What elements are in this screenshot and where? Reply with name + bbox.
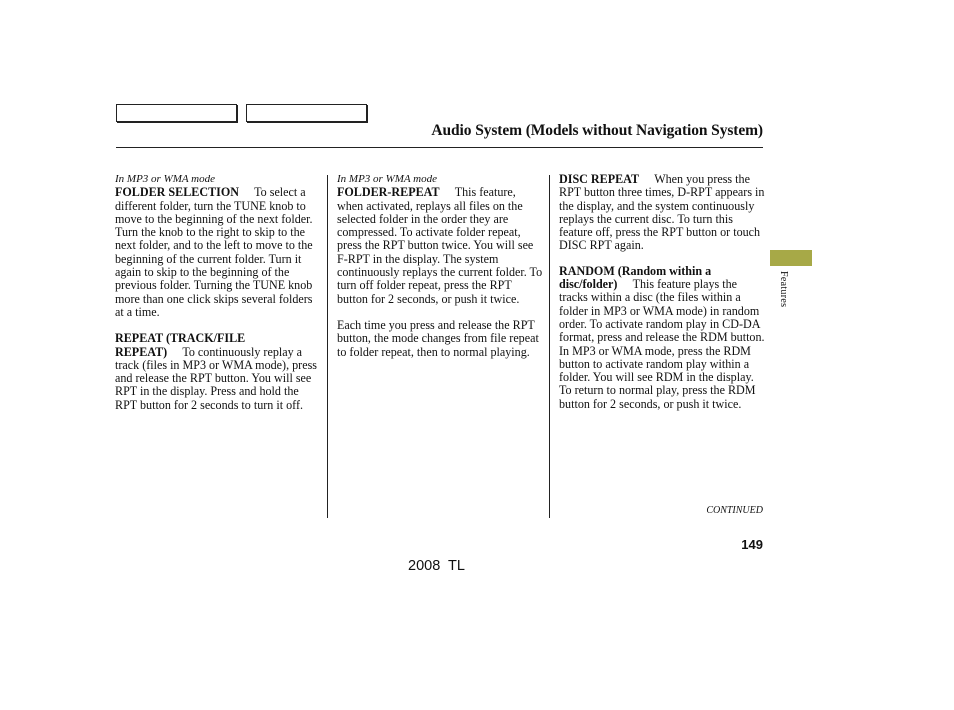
- column-divider-2: [549, 175, 550, 518]
- footer-model-year: 2008 TL: [408, 558, 465, 574]
- mode-context-label: In MP3 or WMA mode: [337, 173, 437, 185]
- section-body: To select a different folder, turn the TUNE knob to move to the beginning of the next folder. Turn the knob to the right to skip to the next folder, and to the left to move to the beginning of the current folder. Turn it again to skip to the beginning of the previous folder. Turning the TUNE knob more than one click skips several folders at a time.: [115, 185, 313, 319]
- random-section: [559, 265, 765, 411]
- column-2: [337, 173, 545, 359]
- section-body: This feature plays the tracks within a disc (the files within a folder in MP3 or WMA mode) in random order. To activate random play in CD-DA format, press and release the RDM button. In MP3 or WMA mode, press the RDM button to activate random play within a folder. You will see RDM in the display. To return to normal play, press the RDM button for 2 seconds, or push it twice.: [559, 277, 765, 411]
- disc-repeat-section: [559, 173, 765, 253]
- header-tab-box-right: [246, 104, 367, 122]
- page-title: Audio System (Models without Navigation System): [431, 122, 763, 139]
- column-3: [559, 173, 765, 411]
- column-1: [115, 173, 323, 412]
- section-body: This feature, when activated, replays all files on the selected folder in the order they are compressed. To activate folder repeat, press the RPT button twice. You will see F-RPT in the display. The system continuously replays the current folder. To turn off folder repeat, press the RPT button for 2 seconds, or push it twice.: [337, 185, 543, 306]
- page-number: 149: [741, 537, 763, 552]
- section-heading: REPEAT (TRACK/FILE REPEAT): [115, 331, 246, 359]
- section-heading: RANDOM (Random within a disc/folder): [559, 263, 712, 292]
- section-heading: DISC REPEAT: [559, 172, 640, 186]
- repeat-mode-cycle-paragraph: [337, 319, 545, 359]
- column-divider-1: [327, 175, 328, 518]
- features-side-tab: [770, 250, 812, 266]
- section-heading: FOLDER-REPEAT: [337, 185, 440, 200]
- section-body: To continuously replay a track (files in MP3 or WMA mode), press and release the RPT button. You will see RPT in the display. Press and hold the RPT button for 2 seconds to turn it off.: [115, 344, 317, 412]
- continued-label: CONTINUED: [706, 505, 763, 516]
- section-body: When you press the RPT button three times, D-RPT appears in the display, and the system continuously replays the current disc. To turn this feature off, press the RPT button or touch DISC RPT again.: [559, 172, 765, 253]
- header-tab-box-left: [116, 104, 237, 122]
- section-heading: FOLDER SELECTION: [115, 185, 239, 200]
- folder-selection-section: [115, 186, 323, 319]
- section-body: Each time you press and release the RPT button, the mode changes from file repeat to folder repeat, then to normal playing.: [337, 317, 539, 359]
- repeat-track-section: [115, 332, 323, 412]
- mode-context-label: In MP3 or WMA mode: [115, 173, 215, 185]
- title-rule: [116, 147, 763, 148]
- folder-repeat-section: [337, 186, 545, 306]
- features-side-label: Features: [778, 271, 789, 308]
